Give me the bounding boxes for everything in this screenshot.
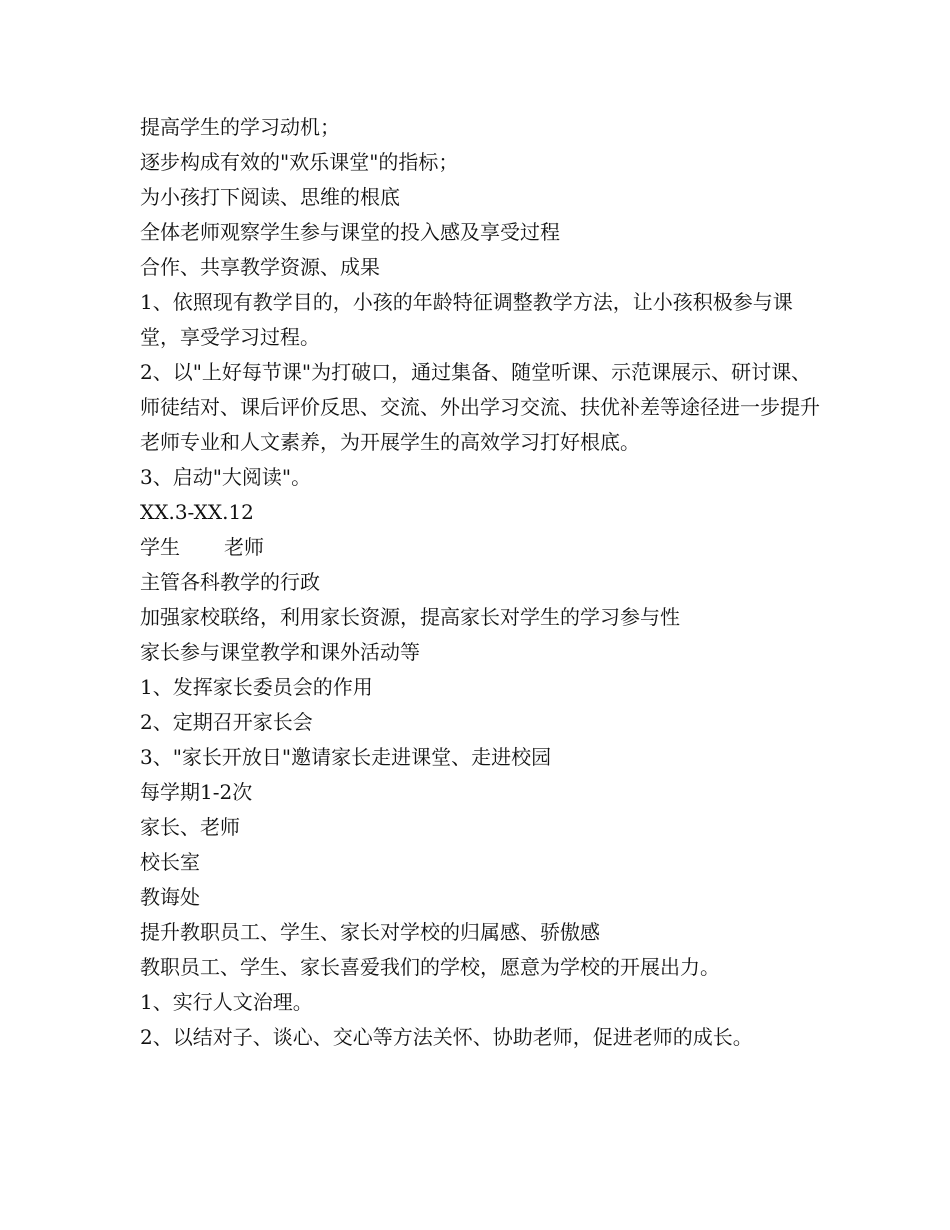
text-line: 提高学生的学习动机； [140, 115, 340, 139]
text-line: 1、发挥家长委员会的作用 [140, 675, 373, 699]
text-line: 教职员工、学生、家长喜爱我们的学校，愿意为学校的开展出力。 [140, 955, 720, 979]
text-line: 校长室 [140, 850, 200, 874]
target-students: 学生 [140, 535, 180, 559]
text-line: 2、以结对子、谈心、交心等方法关怀、协助老师，促进老师的成长。 [140, 1025, 753, 1049]
text-line: 家长参与课堂教学和课外活动等 [140, 640, 420, 664]
text-line: 加强家校联络，利用家长资源，提高家长对学生的学习参与性 [140, 605, 680, 629]
text-line: 合作、共享教学资源、成果 [140, 255, 380, 279]
target-groups [140, 530, 820, 565]
text-line: 教诲处 [140, 885, 200, 909]
time-period: XX.3-XX.12 [140, 500, 254, 524]
text-line: 3、"家长开放日"邀请家长走进课堂、走进校园 [140, 745, 552, 769]
text-line: 全体老师观察学生参与课堂的投入感及享受过程 [140, 220, 560, 244]
text-line: 1、实行人文治理。 [140, 990, 313, 1014]
text-line: 2、定期召开家长会 [140, 710, 313, 734]
text-line: 逐步构成有效的"欢乐课堂"的指标； [140, 150, 459, 174]
target-teachers: 老师 [224, 535, 264, 559]
text-line: 3、启动"大阅读"。 [140, 465, 312, 489]
text-line: 提升教职员工、学生、家长对学校的归属感、骄傲感 [140, 920, 600, 944]
text-line: 每学期1-2次 [140, 780, 253, 804]
paragraph-teacher-development: 2、以"上好每节课"为打破口，通过集备、随堂听课、示范课展示、研讨课、师徒结对、课后评价反思、交流、外出学习交流、扶优补差等途径进一步提升老师专业和人文素养，为开展学生的高效学习打好根底。 [140, 360, 820, 454]
paragraph-teaching-method: 1、依照现有教学目的，小孩的年龄特征调整教学方法，让小孩积极参与课堂，享受学习过程。 [140, 290, 793, 349]
document-body [140, 110, 820, 1055]
text-line: 家长、老师 [140, 815, 240, 839]
text-line: 主管各科教学的行政 [140, 570, 320, 594]
text-line: 为小孩打下阅读、思维的根底 [140, 185, 400, 209]
